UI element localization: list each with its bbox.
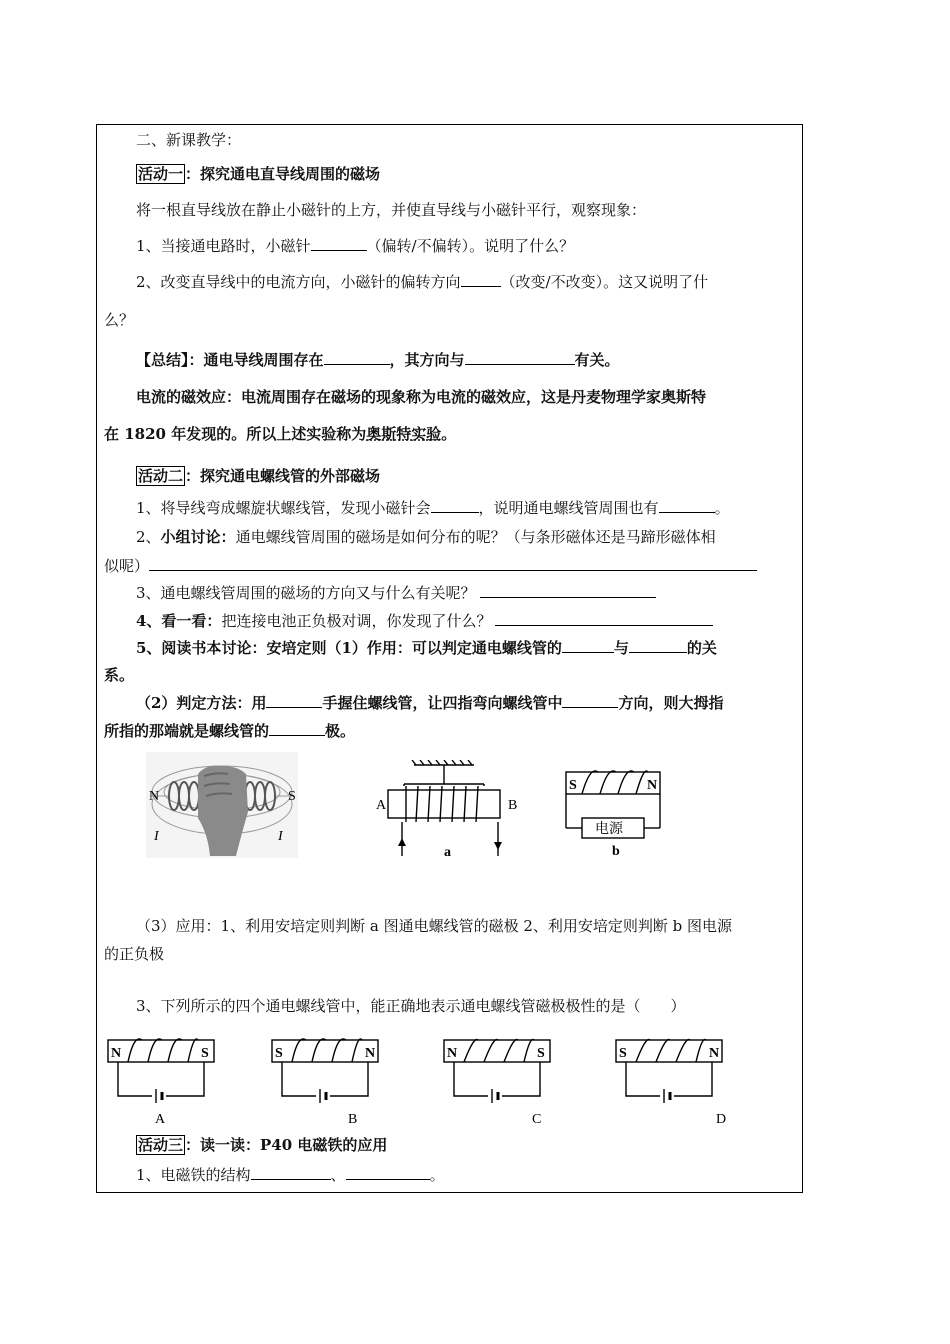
solenoid-figure-a — [374, 760, 524, 860]
option-diagram-a[interactable] — [104, 1036, 224, 1128]
summary-mid: ，其方向与 — [389, 351, 465, 369]
application-line1: （3）应用：1、利用安培定则判断 a 图通电螺线管的磁极 2、利用安培定则判断 b 图电源 — [136, 917, 733, 935]
a2q1-pre: 1、将导线弯成螺旋状螺线管，发现小磁针会 — [136, 499, 431, 517]
a2q5-pre: 5、阅读书本讨论：安培定则（1）作用：可以判定通电螺线管的 — [136, 639, 562, 657]
activity2-method-cont — [104, 721, 355, 741]
option-a-right-pole: S — [201, 1046, 209, 1061]
answer-line[interactable] — [149, 556, 757, 571]
effect-line2 — [104, 424, 456, 444]
activity1-title: 活动一 — [138, 165, 184, 183]
blank[interactable] — [431, 498, 479, 513]
activity2-heading — [136, 466, 380, 486]
activity1-title-rest: ：探究通电直导线周围的磁场 — [185, 165, 381, 183]
activity1-q2-cont: 么？ — [104, 311, 135, 329]
blank[interactable] — [629, 638, 687, 653]
activity1-heading — [136, 164, 380, 184]
blank[interactable] — [346, 1165, 430, 1180]
activity2-title-rest: ：探究通电螺线管的外部磁场 — [185, 467, 381, 485]
section-title: 二、新课教学： — [136, 131, 242, 149]
fig-b-caption: b — [612, 844, 620, 858]
fig-a-left-label: A — [376, 798, 387, 813]
blank[interactable] — [562, 693, 618, 708]
activity1-summary — [136, 350, 620, 370]
a2q2-text: 通电螺线管周围的磁场是如何分布的呢？（与条形磁体还是马蹄形磁体相 — [235, 528, 716, 546]
option-a-left-pole: N — [111, 1046, 122, 1061]
blank[interactable] — [324, 350, 390, 365]
activity1-q2 — [136, 272, 708, 292]
fig-b-right-pole: N — [647, 778, 658, 793]
summary-post: 有关。 — [574, 351, 620, 369]
fig-b-source-label: 电源 — [595, 821, 623, 837]
fig-a-caption: a — [444, 845, 451, 860]
activity1-q1 — [136, 236, 574, 256]
question-polarity: 3、下列所示的四个通电螺线管中，能正确地表示通电螺线管磁极极性的是（ ） — [136, 997, 686, 1015]
option-b-right-pole: N — [365, 1046, 376, 1061]
answer-line[interactable] — [480, 583, 656, 598]
activity2-title: 活动二 — [138, 467, 184, 485]
photo-n-label: N — [149, 789, 160, 804]
hand-grip-solenoid-figure — [146, 752, 298, 858]
activity1-intro: 将一根直导线放在静止小磁针的上方，并使直导线与小磁针平行，观察现象： — [136, 201, 647, 219]
application-line2: 的正负极 — [104, 945, 165, 963]
option-diagram-b[interactable] — [268, 1036, 388, 1128]
option-b-left-pole: S — [275, 1046, 283, 1061]
a3q1-mid: 、 — [330, 1166, 346, 1184]
blank[interactable] — [266, 693, 322, 708]
activity2-q5-cont: 系。 — [104, 666, 135, 684]
option-d-right-pole: N — [709, 1046, 720, 1061]
m-mid1: 手握住螺线管，让四指弯向螺线管中 — [322, 694, 563, 712]
option-diagram-d[interactable] — [612, 1036, 732, 1128]
m-cont-post: 极。 — [325, 722, 356, 740]
blank[interactable] — [562, 638, 614, 653]
activity2-q3 — [136, 583, 656, 603]
a2q2-num: 2、 — [136, 528, 161, 546]
q1-post: （偏转/不偏转）。说明了什么？ — [366, 237, 575, 255]
a2q5-post: 的关 — [686, 639, 717, 657]
activity2-q4 — [136, 611, 713, 631]
option-a-label: A — [155, 1112, 166, 1127]
option-c-left-pole: N — [447, 1046, 458, 1061]
answer-line[interactable] — [495, 611, 713, 626]
blank[interactable] — [251, 1165, 331, 1180]
m-mid2: 方向，则大拇指 — [618, 694, 724, 712]
a2q2-cont: 似呢） — [104, 557, 150, 575]
a2q1-post: 。 — [714, 499, 730, 517]
option-c-right-pole: S — [537, 1046, 545, 1061]
oersted-experiment: 奥斯特实验 — [366, 425, 442, 443]
m-cont-pre: 所指的那端就是螺线管的 — [104, 722, 270, 740]
activity2-method — [136, 693, 723, 713]
blank[interactable] — [269, 721, 325, 736]
effect-pre: 在 1820 年发现的。所以上述实验称为 — [104, 425, 367, 443]
activity2-q1 — [136, 498, 730, 518]
activity3-q1 — [136, 1165, 445, 1185]
fig-b-left-pole: S — [569, 778, 577, 793]
blank[interactable] — [659, 498, 715, 513]
q2-post: （改变/不改变）。这又说明了什 — [500, 273, 709, 291]
effect-post: 。 — [441, 425, 457, 443]
a2q4-text: 把连接电池正负极对调，你发现了什么？ — [221, 612, 492, 630]
activity2-q2 — [136, 527, 716, 547]
q1-pre: 1、当接通电路时，小磁针 — [136, 237, 311, 255]
fig-a-right-label: B — [508, 798, 518, 813]
activity2-q2-cont — [104, 556, 757, 576]
a2q1-mid: ，说明通电螺线管周围也有 — [478, 499, 659, 517]
option-b-label: B — [348, 1112, 358, 1127]
option-d-label: D — [716, 1112, 727, 1127]
a2q5-mid: 与 — [613, 639, 629, 657]
activity2-q5 — [136, 638, 717, 658]
blank[interactable] — [311, 236, 367, 251]
a2q4-bold: 4、看一看： — [136, 612, 222, 630]
summary-pre: 【总结】：通电导线周围存在 — [136, 351, 324, 369]
activity3-title-rest: ：读一读：P40 电磁铁的应用 — [185, 1136, 388, 1154]
activity3-heading — [136, 1135, 387, 1155]
a3q1-pre: 1、电磁铁的结构 — [136, 1166, 251, 1184]
a2q2-bold: 小组讨论： — [160, 528, 236, 546]
blank[interactable] — [461, 272, 501, 287]
a3q1-post: 。 — [429, 1166, 445, 1184]
a2q3-text: 3、通电螺线管周围的磁场的方向又与什么有关呢？ — [136, 584, 476, 602]
photo-i-label-left: I — [154, 829, 159, 844]
photo-s-label: S — [288, 789, 296, 804]
option-c-label: C — [532, 1112, 542, 1127]
q2-pre: 2、改变直导线中的电流方向，小磁针的偏转方向 — [136, 273, 461, 291]
solenoid-figure-b — [560, 766, 670, 858]
m-pre: （2）判定方法：用 — [136, 694, 267, 712]
effect-line1: 电流的磁效应：电流周围存在磁场的现象称为电流的磁效应，这是丹麦物理学家奥斯特 — [136, 388, 707, 406]
blank[interactable] — [465, 350, 575, 365]
photo-i-label-right: I — [278, 829, 283, 844]
activity3-title: 活动三 — [138, 1136, 184, 1154]
option-diagram-c[interactable] — [440, 1036, 560, 1128]
option-d-left-pole: S — [619, 1046, 627, 1061]
